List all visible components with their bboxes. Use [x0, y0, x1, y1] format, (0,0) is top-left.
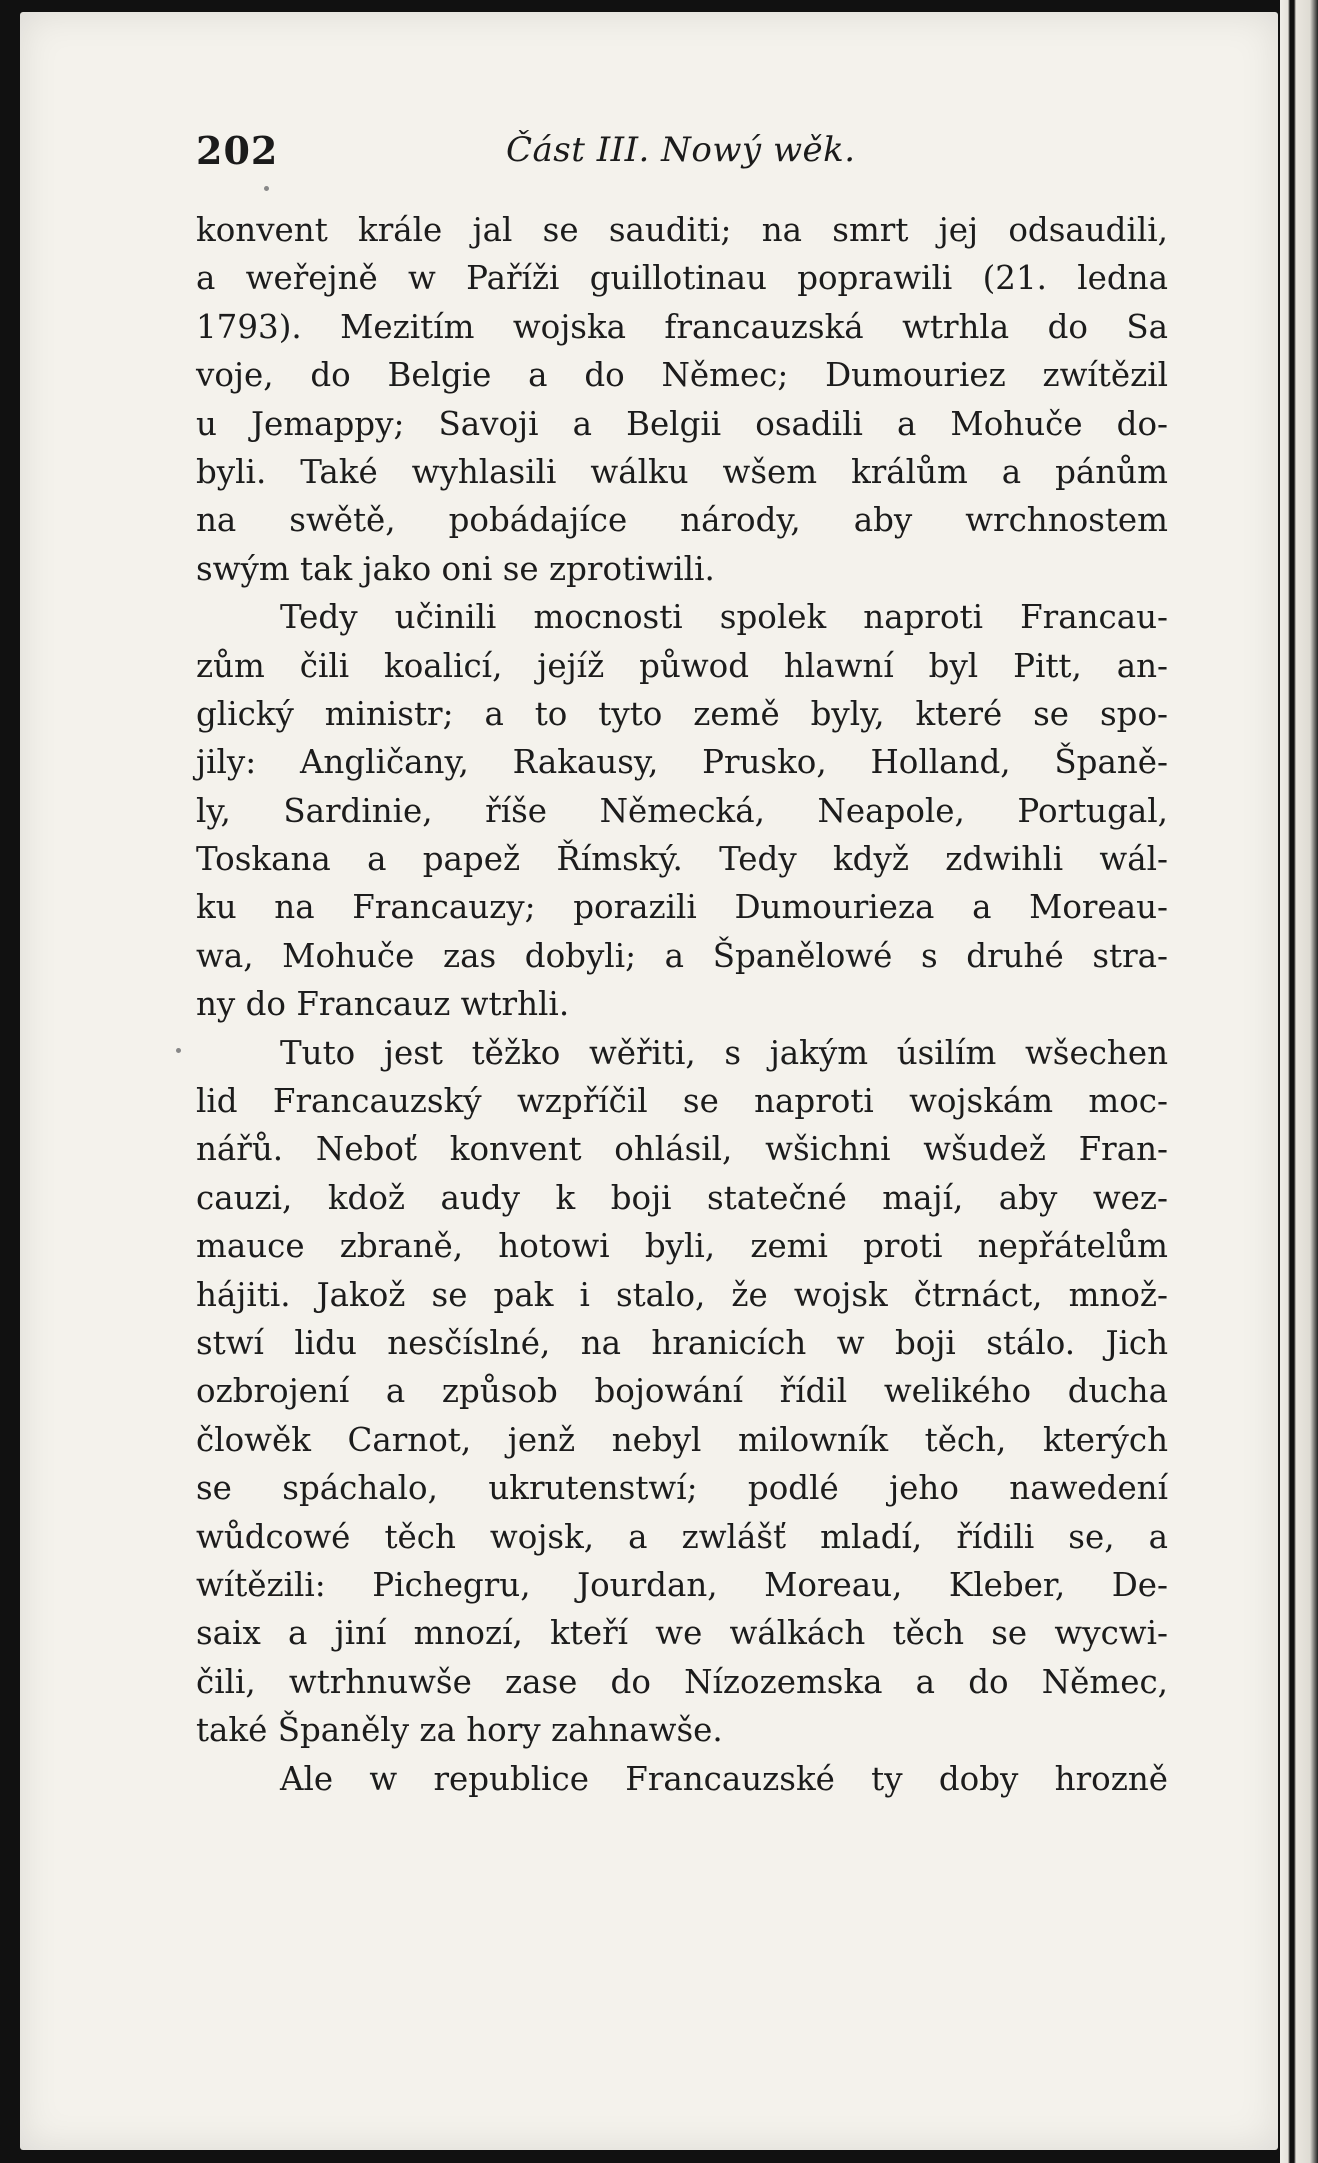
text-line: Tuto jest těžko wěřiti, s jakým úsilím wšechen: [280, 1033, 1168, 1072]
text-line: lid Francauzský wzpříčil se naproti wojskám moc-: [196, 1082, 1168, 1121]
text-line: saix a jiní mnozí, kteří we wálkách těch se wycwi-: [196, 1614, 1168, 1653]
text-line: na swětě, pobádajíce národy, aby wrchnostem: [196, 501, 1168, 540]
text-line: jily: Angličany, Rakausy, Prusko, Holland, Španě-: [196, 743, 1168, 782]
text-line: u Jemappy; Savoji a Belgii osadili a Mohuče do-: [196, 404, 1168, 443]
text-line: ozbrojení a způsob bojowání řídil welikého ducha: [196, 1372, 1168, 1411]
print-speck: [176, 1048, 181, 1053]
text-line: zům čili koalicí, jejíž půwod hlawní byl Pitt, an-: [196, 646, 1168, 685]
text-line: wítězili: Pichegru, Jourdan, Moreau, Kleber, De-: [196, 1565, 1168, 1604]
page-number: 202: [196, 128, 279, 173]
text-line: glický ministr; a to tyto země byly, které se spo-: [196, 694, 1168, 733]
text-line: stwí lidu nesčíslné, na hranicích w boji stálo. Jich: [196, 1323, 1168, 1362]
body-text: [196, 206, 1168, 1803]
text-line: čili, wtrhnuwše zase do Nízozemska a do Němec,: [196, 1662, 1168, 1701]
text-line: voje, do Belgie a do Němec; Dumouriez zwítězil: [196, 356, 1168, 395]
page-header: [196, 128, 1166, 178]
text-line: ny do Francauz wtrhli.: [196, 985, 570, 1024]
text-line: mauce zbraně, hotowi byli, zemi proti nepřátelům: [196, 1227, 1168, 1266]
running-head: Část III. Nowý wěk.: [506, 130, 856, 170]
print-speck: [264, 186, 269, 191]
text-line: wa, Mohuče zas dobyli; a Španělowé s druhé stra-: [196, 936, 1168, 975]
text-line: Toskana a papež Římský. Tedy když zdwihli wál-: [196, 840, 1168, 879]
text-line: 1793). Mezitím wojska francauzská wtrhla do Sa: [196, 307, 1168, 346]
text-line: cauzi, kdož audy k boji statečné mají, aby wez-: [196, 1178, 1168, 1217]
text-line: člowěk Carnot, jenž nebyl milowník těch, kterých: [196, 1420, 1168, 1459]
text-line: ly, Sardinie, říše Německá, Neapole, Portugal,: [196, 791, 1168, 830]
text-line: a weřejně w Paříži guillotinau poprawili (21. ledna: [196, 259, 1168, 298]
text-line: nářů. Neboť konvent ohlásil, wšichni wšudež Fran-: [196, 1130, 1168, 1169]
text-line: se spáchalo, ukrutenstwí; podlé jeho nawedení: [196, 1469, 1168, 1508]
text-line: konvent krále jal se sauditi; na smrt jej odsaudili,: [196, 211, 1168, 249]
text-line: ku na Francauzy; porazili Dumourieza a Moreau-: [196, 888, 1168, 927]
text-line: swým tak jako oni se zprotiwili.: [196, 549, 715, 588]
text-line: Ale w republice Francauzské ty doby hrozně: [280, 1759, 1168, 1798]
text-line: Tedy učinili mocnosti spolek naproti Francau-: [280, 598, 1168, 637]
text-line: byli. Také wyhlasili wálku wšem králům a pánům: [196, 452, 1168, 491]
adjacent-page-edge: [1280, 0, 1318, 2163]
text-line: hájiti. Jakož se pak i stalo, že wojsk čtrnáct, množ-: [196, 1275, 1168, 1314]
text-line: wůdcowé těch wojsk, a zwlášť mladí, řídili se, a: [196, 1517, 1168, 1556]
text-line: také Španěly za hory zahnawše.: [196, 1711, 723, 1750]
